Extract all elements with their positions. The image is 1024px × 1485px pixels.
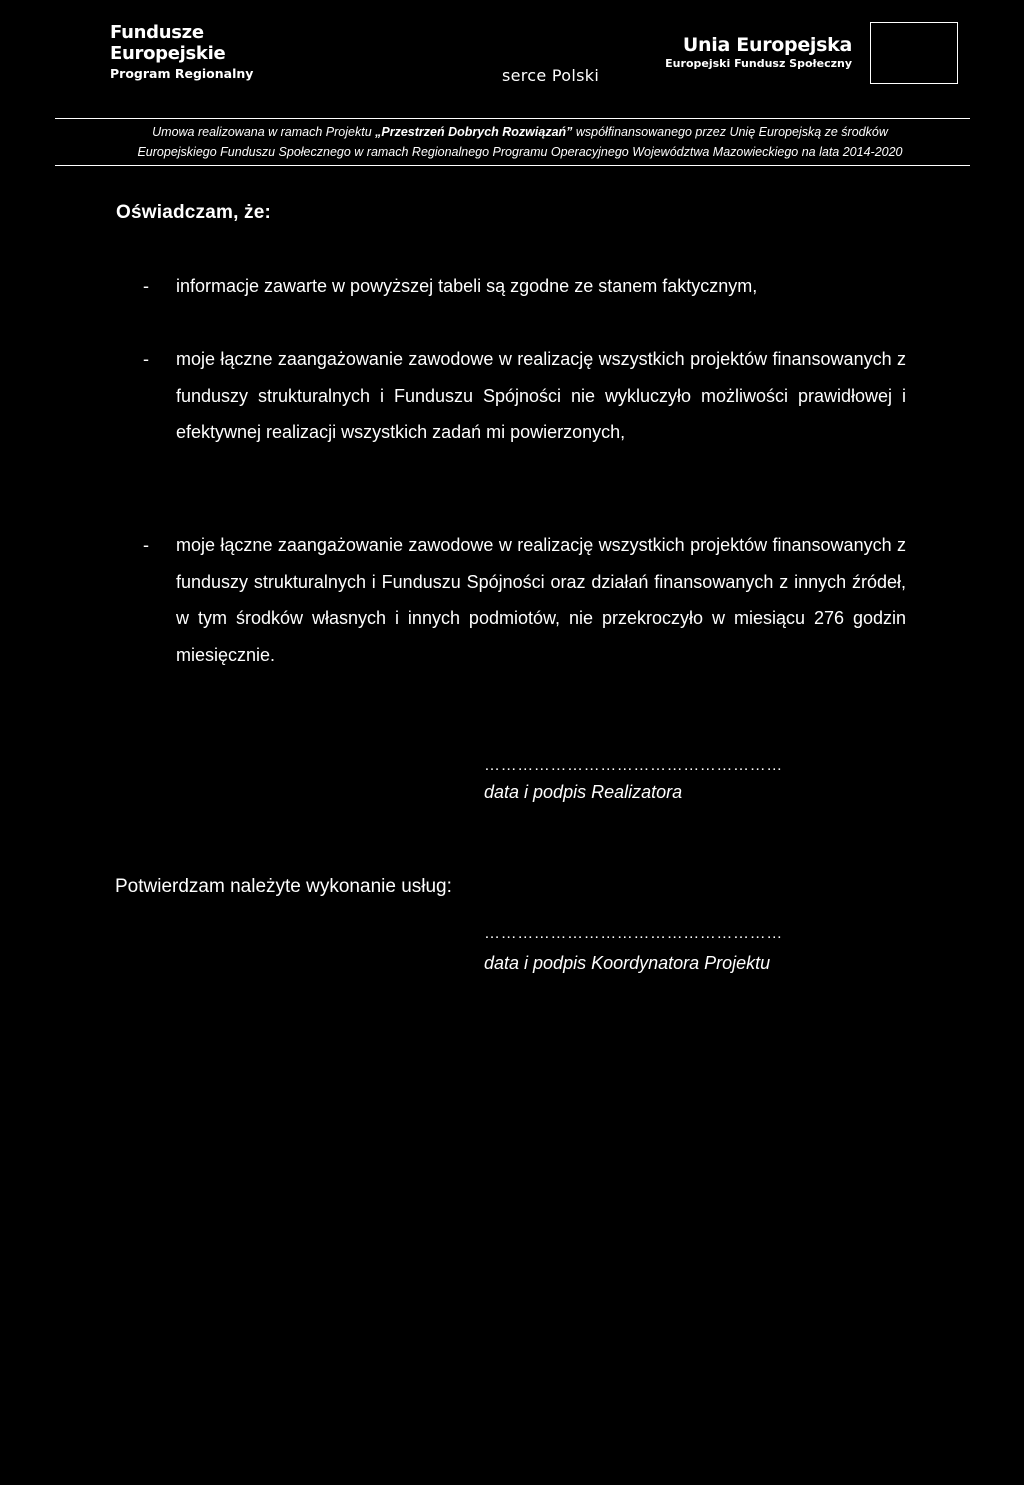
list-dash: - — [143, 349, 149, 369]
project-name: „Przestrzeń Dobrych Rozwiązań” — [375, 125, 573, 139]
ue-logo-line2: Europejski Fundusz Społeczny — [665, 57, 852, 70]
koordynator-signature-label: data i podpis Koordynatora Projektu — [484, 953, 771, 973]
unia-europejska-logo — [662, 34, 852, 71]
declaration-item-text: moje łączne zaangażowanie zawodowe w realizację wszystkich projektów finansowanych z funduszy strukturalnych i Funduszu Spójności oraz działań finansowanych z innych źródeł, w tym środków własnych i innych podmiotów, nie przekroczyło w miesiącu 276 godzin miesięcznie. — [176, 535, 906, 665]
declaration-item-text: informacje zawarte w powyższej tabeli są zgodne ze stanem faktycznym, — [176, 276, 758, 296]
contract-note-line1-after: współfinansowanego przez Unię Europejską ze środków — [572, 125, 888, 139]
declaration-heading: Oświadczam, że: — [116, 202, 272, 223]
list-dash: - — [143, 535, 149, 555]
contract-note-line1-before: Umowa realizowana w ramach Projektu — [152, 125, 376, 139]
declaration-item-text: moje łączne zaangażowanie zawodowe w realizację wszystkich projektów finansowanych z funduszy strukturalnych i Funduszu Spójności nie wykluczyło możliwości prawidłowej i efektywnej realizacji wszystkich zadań mi powierzonych, — [176, 349, 906, 442]
ue-logo-line1: Unia Europejska — [682, 34, 852, 56]
contract-note-line2: Europejskiego Funduszu Społecznego w ramach Regionalnego Programu Operacyjnego Województwa Mazowieckiego na lata 2014-2020 — [137, 145, 903, 159]
koordynator-signature-line: ……………………………………………… — [484, 925, 783, 942]
realizator-signature-line: ……………………………………………… — [484, 757, 783, 774]
confirmation-text: Potwierdzam należyte wykonanie usług: — [115, 876, 452, 897]
contract-note — [70, 122, 970, 162]
contract-note-line1 — [70, 122, 970, 142]
fe-logo-line2: Europejskie — [110, 43, 226, 64]
list-dash: - — [143, 276, 149, 296]
eu-flag-icon — [870, 22, 958, 84]
fe-logo-line1: Fundusze — [110, 22, 204, 43]
fe-logo-line3: Program Regionalny — [110, 66, 254, 81]
serce-polski-logo: serce Polski — [502, 66, 600, 85]
header-rule-bottom — [55, 165, 970, 166]
header-rule-top — [55, 118, 970, 119]
realizator-signature-label: data i podpis Realizatora — [484, 782, 683, 802]
fundusze-europejskie-logo — [110, 22, 253, 83]
